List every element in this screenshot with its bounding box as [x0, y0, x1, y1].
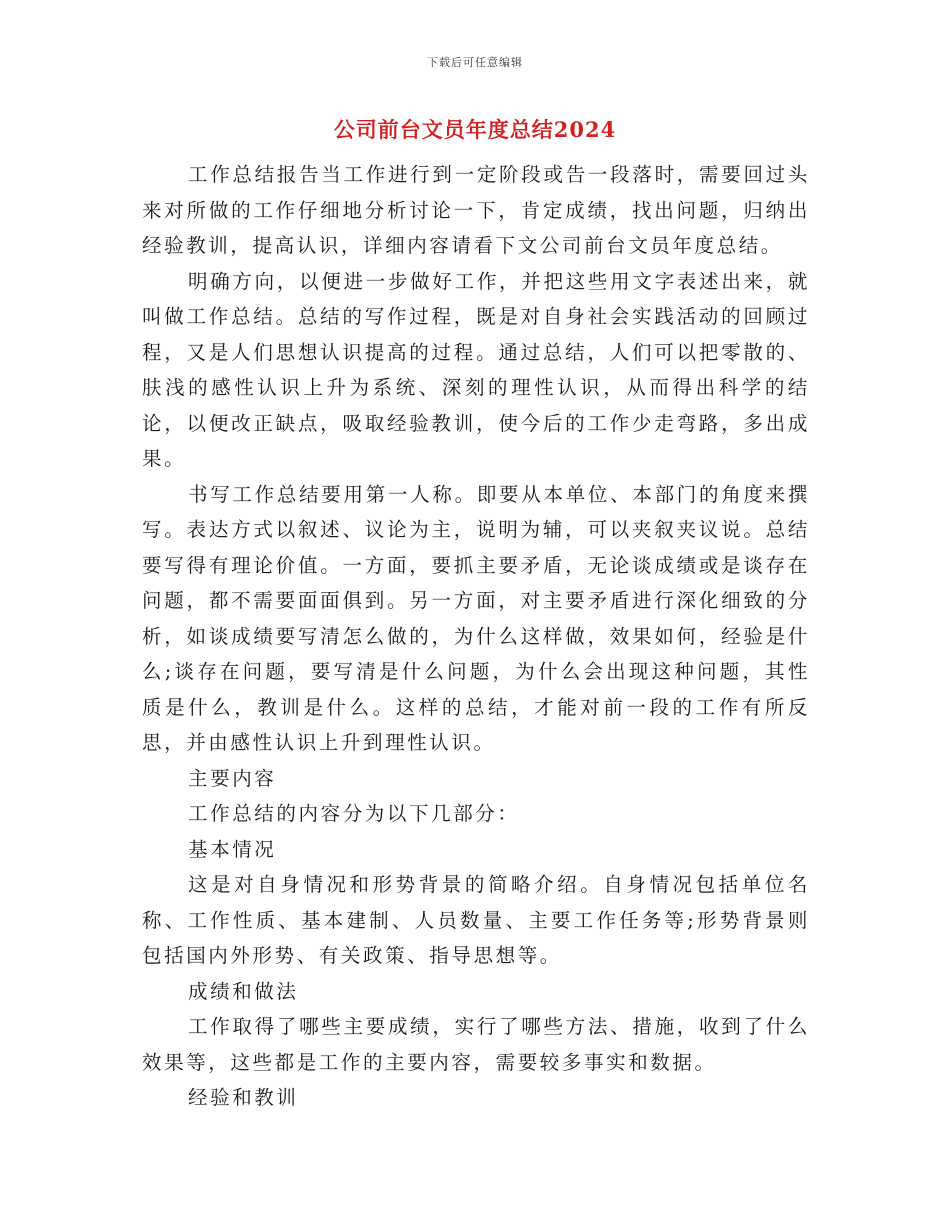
paragraph-direction: 明确方向，以便进一步做好工作，并把这些用文字表述出来，就叫做工作总结。总结的写作过程，既是对自身社会实践活动的回顾过程，又是人们思想认识提高的过程。通过总结，人们可以把零散的、肤浅的感性认识上升为系统、深刻的理性认识，从而得出科学的结论，以便改正缺点，吸取经验教训，使今后的工作少走弯路，多出成果。: [142, 269, 810, 470]
header-note: 下载后可任意编辑: [427, 56, 523, 69]
paragraph-achievements: 工作取得了哪些主要成绩，实行了哪些方法、措施，收到了什么效果等，这些都是工作的主要内容，需要较多事实和数据。: [142, 1015, 810, 1074]
paragraph-parts: 工作总结的内容分为以下几部分：: [188, 802, 520, 825]
paragraph-writing: 书写工作总结要用第一人称。即要从本单位、本部门的角度来撰写。表达方式以叙述、议论为主，说明为辅，可以夹叙夹议说。总结要写得有理论价值。一方面，要抓主要矛盾，无论谈成绩或是谈存在问题，都不需要面面俱到。另一方面，对主要矛盾进行深化细致的分析，如谈成绩要写清怎么做的，为什么这样做，效果如何，经验是什么;谈存在问题，要写清是什么问题，为什么会出现这种问题，其性质是什么，教训是什么。这样的总结，才能对前一段的工作有所反思，并由感性认识上升到理性认识。: [142, 482, 810, 754]
section-heading-main-content: 主要内容: [188, 766, 277, 790]
document-body: [142, 157, 810, 1116]
document-title: 公司前台文员年度总结2024: [333, 117, 617, 142]
paragraph-intro: 工作总结报告当工作进行到一定阶段或告一段落时，需要回过头来对所做的工作仔细地分析讨论一下，肯定成绩，找出问题，归纳出经验教训，提高认识，详细内容请看下文公司前台文员年度总结。: [142, 163, 810, 257]
paragraph-basic-situation: 这是对自身情况和形势背景的简略介绍。自身情况包括单位名称、工作性质、基本建制、人员数量、主要工作任务等;形势背景则包括国内外形势、有关政策、指导思想等。: [142, 873, 810, 967]
section-heading-lessons: 经验和教训: [188, 1086, 299, 1109]
section-heading-achievements: 成绩和做法: [188, 979, 299, 1003]
section-heading-basic-situation: 基本情况: [188, 837, 277, 861]
